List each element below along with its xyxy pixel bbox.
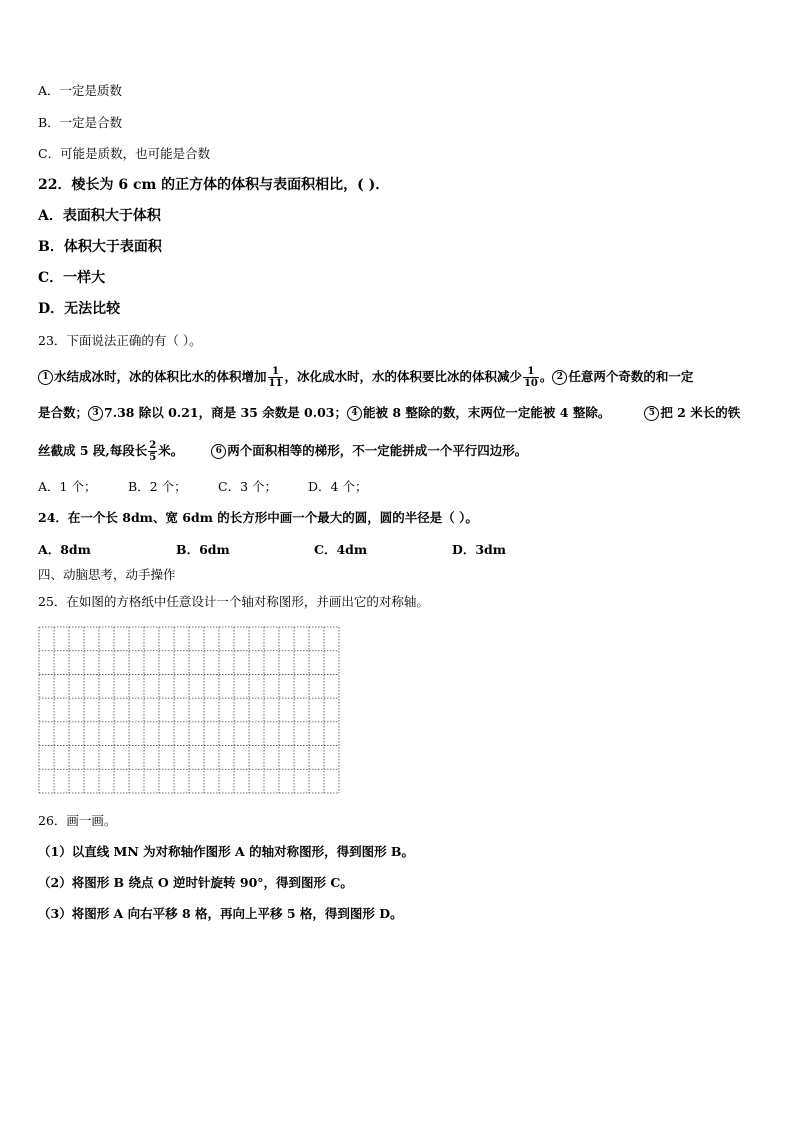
q23-s1-text-b: ，冰化成水时，水的体积要比冰的体积减少 (284, 369, 522, 384)
q23-statement-line-1 (38, 366, 693, 389)
q23-s5-text-cont: 丝截成 5 段,每段长 (38, 443, 148, 458)
q23-option-d: D．4 个； (308, 479, 368, 494)
q24-option-c: C．4dm (314, 542, 368, 557)
q26-part-2: （2）将图形 B 绕点 O 逆时针旋转 90°，得到图形 C。 (38, 875, 353, 890)
circled-number-6: 6 (211, 444, 226, 459)
q25-grid-paper (38, 626, 340, 794)
q22-option-a: A．表面积大于体积 (38, 208, 161, 224)
circled-number-4: 4 (347, 406, 362, 421)
q26-part-1: （1）以直线 MN 为对称轴作图形 A 的轴对称图形，得到图形 B。 (38, 844, 414, 859)
q25-stem: 25．在如图的方格纸中任意设计一个轴对称图形，并画出它的对称轴。 (38, 594, 429, 609)
q26-stem: 26．画一画。 (38, 813, 117, 828)
fraction-1-11: $\frac{1}{11}$ (268, 366, 283, 389)
circled-number-2: 2 (552, 370, 567, 385)
q23-options (38, 479, 367, 495)
q23-option-a: A．1 个； (38, 479, 97, 494)
q23-s6-text: 两个面积相等的梯形，不一定能拼成一个平行四边形。 (227, 443, 528, 458)
q24-options (38, 542, 506, 558)
section-4-title: 四、动脑思考，动手操作 (38, 567, 176, 582)
fraction-1-10: $\frac{1}{10}$ (523, 366, 538, 389)
circled-number-1: 1 (38, 370, 53, 385)
q22-option-b: B．体积大于表面积 (38, 239, 162, 255)
circled-number-5: 5 (644, 406, 659, 421)
q23-statement-line-3 (38, 440, 527, 463)
q23-statement-line-2 (38, 405, 740, 421)
q23-s4-text: 能被 8 整除的数，末两位一定能被 4 整除。 (363, 405, 611, 420)
q23-s1-text-c: 。 (539, 369, 553, 384)
q23-option-c: C．3 个； (218, 479, 277, 494)
q23-s1-text-a: 水结成冰时，冰的体积比水的体积增加 (54, 369, 267, 384)
q24-stem: 24．在一个长 8dm、宽 6dm 的长方形中画一个最大的圆，圆的半径是（ ）。 (38, 510, 478, 525)
q23-s5-text: 把 2 米长的铁 (660, 405, 741, 420)
q21-option-b: B．一定是合数 (38, 115, 123, 130)
q23-s2-text-cont: 是合数； (38, 405, 89, 420)
q22-stem: 22．棱长为 6 cm 的正方体的体积与表面积相比，( )． (38, 177, 390, 193)
q23-s5-text-end: 米。 (158, 443, 184, 458)
q24-option-d: D．3dm (452, 542, 507, 557)
q24-option-a: A．8dm (38, 542, 91, 557)
fraction-2-5: $\frac{2}{5}$ (149, 440, 157, 463)
q21-option-c: C．可能是质数，也可能是合数 (38, 146, 211, 161)
q21-option-a: A．一定是质数 (38, 83, 123, 98)
q23-s2-text: 任意两个奇数的和一定 (568, 369, 694, 384)
q24-option-b: B．6dm (176, 542, 230, 557)
q23-option-b: B．2 个； (128, 479, 187, 494)
q22-option-d: D．无法比较 (38, 301, 121, 317)
circled-number-3: 3 (88, 406, 103, 421)
q22-option-c: C．一样大 (38, 270, 106, 286)
q23-stem: 23．下面说法正确的有（ ）。 (38, 333, 202, 348)
q26-part-3: （3）将图形 A 向右平移 8 格，再向上平移 5 格，得到图形 D。 (38, 906, 403, 921)
q23-s3-text: 7.38 除以 0.21，商是 35 余数是 0.03； (104, 405, 348, 420)
